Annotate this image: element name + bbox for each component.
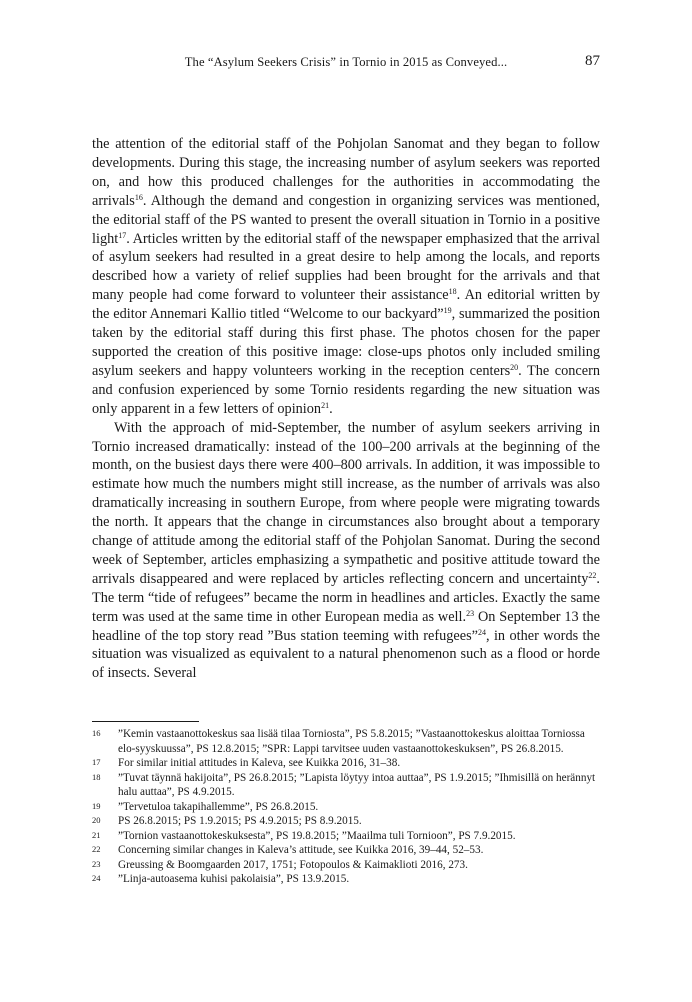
footnotes xyxy=(92,727,600,887)
footnote-18 xyxy=(92,771,600,800)
footnote-number: 23 xyxy=(92,858,101,869)
footnote-number: 17 xyxy=(92,757,101,767)
running-head: The “Asylum Seekers Crisis” in Tornio in 2015 as Conveyed... xyxy=(184,55,508,69)
paragraph-2 xyxy=(92,419,600,684)
footnote-text: ”Kemin vastaanottokeskus saa lisää tilaa Torniosta”, PS 5.8.2015; ”Vastaanottokeskus aloittaa Torniossa elo-syyskuussa”, PS 12.8.2015; ”SPR: Lappi tarvitsee uuden vastaanottokeskuksen”, PS 26.8.2015. xyxy=(118,728,585,755)
footnote-divider xyxy=(92,721,199,722)
footnote-ref-18[interactable]: 18 xyxy=(448,287,457,297)
footnote-number: 18 xyxy=(92,771,101,782)
footnote-16 xyxy=(92,727,600,756)
footnote-ref-20[interactable]: 20 xyxy=(510,362,519,372)
footnote-17 xyxy=(92,756,600,771)
paragraph-1 xyxy=(92,135,600,419)
footnote-text: Greussing & Boomgaarden 2017, 1751; Fotopoulos & Kaimaklioti 2016, 273. xyxy=(118,858,468,871)
footnote-22 xyxy=(92,843,600,858)
text-run: . xyxy=(329,400,333,417)
footnote-number: 16 xyxy=(92,728,101,738)
footnote-text: PS 26.8.2015; PS 1.9.2015; PS 4.9.2015; PS 8.9.2015. xyxy=(118,815,362,827)
footnote-ref-22[interactable]: 22 xyxy=(588,570,597,580)
footnote-ref-16[interactable]: 16 xyxy=(134,192,143,202)
footnote-text: ”Tornion vastaanottokeskuksesta”, PS 19.8.2015; ”Maailma tuli Tornioon”, PS 7.9.2015. xyxy=(118,829,516,842)
footnote-text: For similar initial attitudes in Kaleva, see Kuikka 2016, 31–38. xyxy=(118,757,401,769)
text-run: . The concern and confusion experienced by some Tornio residents regarding the new situation was only apparent in a few letters of opinion xyxy=(92,362,600,417)
footnote-number: 24 xyxy=(92,873,101,883)
footnote-text: ”Tuvat täynnä hakijoita”, PS 26.8.2015; ”Lapista löytyy intoa auttaa”, PS 1.9.2015; ”Ihmisillä on herännyt halu auttaa”, PS 4.9.2015. xyxy=(118,771,596,798)
text-run: . An editorial written by the editor Annemari Kallio titled “Welcome to our backyard” xyxy=(92,287,600,323)
page-number: 87 xyxy=(585,53,600,69)
text-run: . The term “tide of refugees” became the norm in headlines and articles. Exactly the same term was used at the same time in other European media as well. xyxy=(92,570,600,625)
text-run: the attention of the editorial staff of the Pohjolan Sanomat and they began to follow developments. During this stage, the increasing number of asylum seekers was reported on, and how this produced challenges for the authorities in accommodating the arrivals xyxy=(92,136,600,209)
footnote-19 xyxy=(92,800,600,815)
footnote-ref-23[interactable]: 23 xyxy=(466,608,475,618)
footnote-23 xyxy=(92,858,600,873)
footnote-ref-21[interactable]: 21 xyxy=(321,400,330,410)
text-run: With the approach of mid-September, the number of asylum seekers arriving in Tornio increased dramatically: instead of the 100–200 arrivals at the beginning of the month, on the busiest days there were 400–800 arrivals. In addition, it was impossible to estimate how much the numbers might still increase, as the number of arrivals was also dramatically increasing in southern Europe, from where people were migrating towards the north. It appears that the change in circumstances also brought about a temporary change of attitude among the editorial staff of the Pohjolan Sanomat. During the second week of September, articles emphasizing a sympathetic and positive attitude toward the arrivals disappeared and were replaced by articles reflecting concern and uncertainty xyxy=(92,419,600,587)
footnote-ref-24[interactable]: 24 xyxy=(478,627,486,637)
footnote-24 xyxy=(92,872,600,887)
text-run: , in other words the situation was visualized as equivalent to a natural phenomenon such as a flood or horde of insects. Several xyxy=(92,627,600,682)
footnote-text: ”Tervetuloa takapihallemme”, PS 26.8.2015. xyxy=(118,800,319,813)
footnote-number: 22 xyxy=(92,844,101,854)
text-run: . Articles written by the editorial staff of the newspaper emphasized that the arrival of asylum seekers had resulted in a great desire to help among the locals, and reports described how a variety of relief supplies had been brought for the arrivals and that many people had come forward to volunteer their assistance xyxy=(92,230,600,304)
footnote-ref-17[interactable]: 17 xyxy=(118,230,127,240)
body-text xyxy=(92,135,600,683)
footnote-ref-19[interactable]: 19 xyxy=(443,306,452,316)
footnote-number: 21 xyxy=(92,829,101,840)
footnote-text: ”Linja-autoasema kuhisi pakolaisia”, PS 13.9.2015. xyxy=(118,873,350,885)
footnote-number: 20 xyxy=(92,815,101,825)
text-run: On September 13 the headline of the top story read ”Bus station teeming with refugees” xyxy=(92,608,600,644)
footnote-21 xyxy=(92,829,600,844)
text-run: . Although the demand and congestion in organizing services was mentioned, the editorial staff of the PS wanted to present the overall situation in Tornio in a positive light xyxy=(92,192,600,247)
footnote-text: Concerning similar changes in Kaleva’s attitude, see Kuikka 2016, 39–44, 52–53. xyxy=(118,844,484,856)
footnote-number: 19 xyxy=(92,800,101,811)
footnote-20 xyxy=(92,814,600,829)
text-run: , summarized the position taken by the editorial staff during this first phase. The photos chosen for the paper supported the creation of this positive image: close-ups photos only included smiling asylum seekers and happy volunteers working in the reception centers xyxy=(92,306,600,379)
